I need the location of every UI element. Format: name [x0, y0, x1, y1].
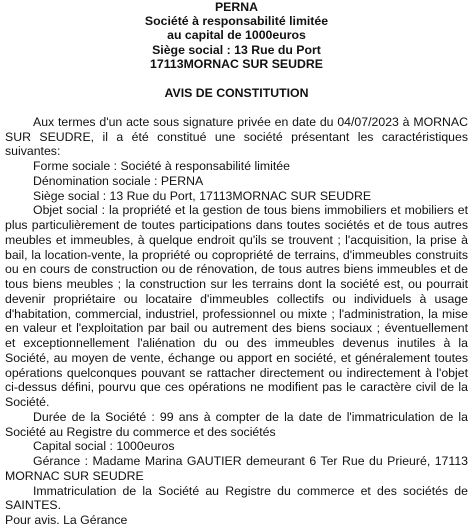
duration-paragraph: Durée de la Société : 99 ans à compter de la date de l'immatriculation de la Société au Registre du commerce et des sociétés: [5, 409, 468, 439]
intro-paragraph: Aux termes d'un acte sous signature privée en date du 04/07/2023 à MORNAC SUR SEUDRE, il a été constitué une société présentant les caractéristiques suivantes:: [5, 114, 468, 159]
legal-form-paragraph: Forme sociale : Société à responsabilité limitée: [33, 159, 290, 174]
notice-title: AVIS DE CONSTITUTION: [164, 86, 309, 101]
corporate-purpose-paragraph: Objet social : la propriété et la gestion de tous biens immobiliers et mobiliers et plus particulièrement de toutes participations dans toutes sociétés et de tous autres meubles et immeubles, à quelque endroit qu'ils se trouvent ; l'acquisition, la prise à bail, la location-vente, la propriété ou copropriété de terrains, d'immeubles construits ou en cours de construction ou de rénovation, de tous autres biens immeubles et de tous biens meubles ; la construction sur les terrains dont la société est, ou pourrait devenir propriétaire ou locataire d'immeubles collectifs ou individuels à usage d'habitation, commercial, industriel, professionnel ou mixte ; l'administration, la mise en valeur et l'exploitation par bail ou autrement des biens sociaux ; éventuellement et exceptionnellement l'aliénation du ou des immeubles devenus inutiles à la Société, au moyen de vente, échange ou apport en société, et généralement toutes opérations quelconques pouvant se rattacher directement ou indirectement à l'objet ci-dessus défini, pourvu que ces opérations ne modifient pas le caractère civil de la Société.: [5, 203, 468, 410]
registered-office-paragraph: Siège social : 13 Rue du Port, 17113MORNAC SUR SEUDRE: [33, 188, 372, 203]
company-name-paragraph: Dénomination sociale : PERNA: [33, 173, 204, 188]
management-paragraph: Gérance : Madame Marina GAUTIER demeurant 6 Ter Rue du Prieuré, 17113 MORNAC SUR SEUDRE: [5, 454, 468, 483]
capital-line: au capital de 1000euros: [167, 28, 306, 43]
company-name: PERNA: [214, 0, 259, 14]
registration-paragraph: Immatriculation de la Société au Registre du commerce et des sociétés de SAINTES.: [5, 483, 468, 513]
registered-office-line: Siège social : 13 Rue du Port: [152, 42, 321, 57]
notice-body: [5, 115, 468, 528]
share-capital-paragraph: Capital social : 1000euros: [33, 439, 175, 454]
legal-form-line: Société à responsabilité limitée: [144, 14, 329, 29]
notice-header: [5, 0, 468, 71]
city-line: 17113MORNAC SUR SEUDRE: [150, 56, 323, 71]
signature-line: Pour avis. La Gérance: [5, 513, 128, 528]
legal-notice: [5, 0, 468, 528]
